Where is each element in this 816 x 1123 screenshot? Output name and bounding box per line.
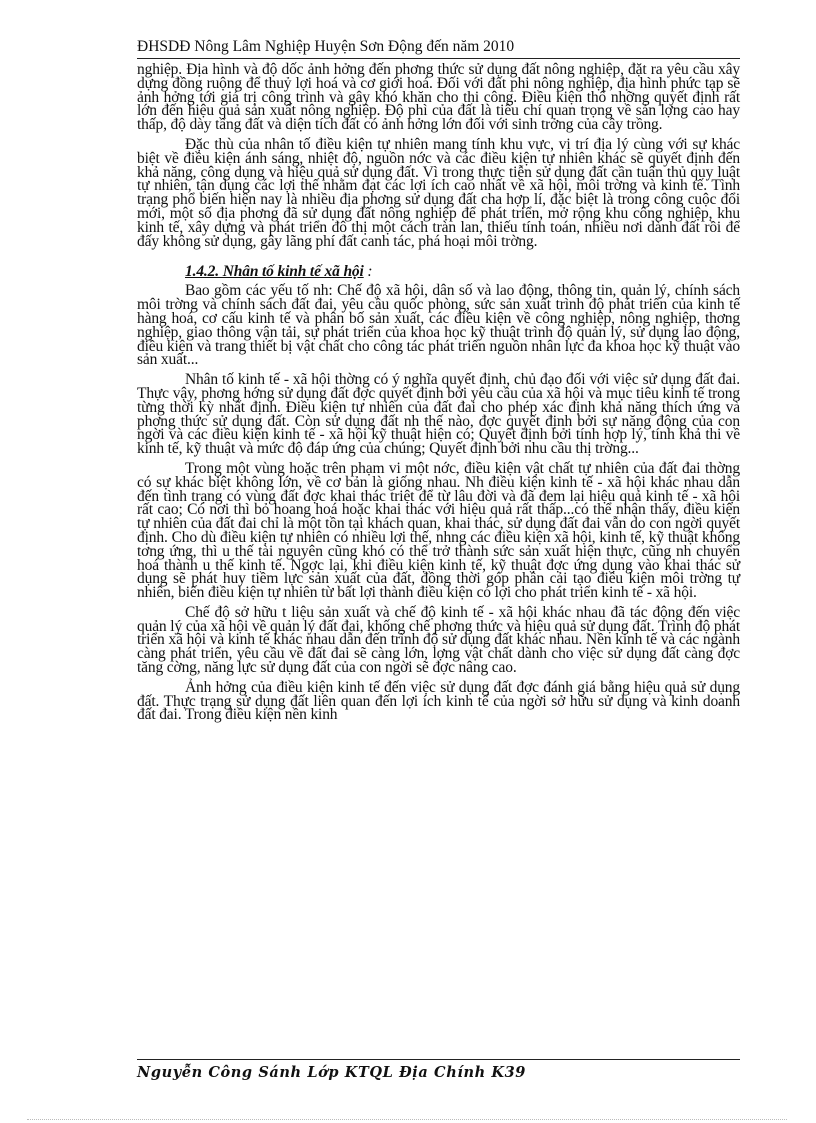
section-heading-suffix: : (363, 263, 373, 281)
running-footer (137, 1064, 526, 1081)
paragraph: Bao gồm các yếu tố nh: Chế độ xã hội, dân số và lao động, thông tin, quản lý, chính sách môi trờng và chính sách đất đai, yêu cầu quốc phòng, sức sản xuất trình độ phát triển của kinh tế hàng hoá, cơ cấu kinh tế và phân bố sản xuất, các điều kiện về công nghiệp, nông nghiệp, thơng nghiệp, giao thông vận tải, sự phát triển của khoa học kỹ thuật trình độ quản lý, sử dụng lao động, điều kiện và trang thiết bị vật chất cho công tác phát triển nguồn nhân lực đa khoa học kỹ thuật vào sản xuất... (137, 282, 740, 369)
running-header (137, 38, 740, 59)
document-body (137, 63, 740, 722)
paragraph-last: Ảnh hởng của điều kiện kinh tế đến việc sử dụng đất đợc đánh giá bằng hiệu quả sử dụng đất. Thực trạng sử dụng đất liên quan đến lợi ích kinh tế của ngời sở hữu sử dụng và kinh doanh đất đai. Trong điều kiện nền kinh (137, 678, 740, 724)
footer-author: Nguyễn Công Sánh Lớp KTQL Địa Chính K39 (137, 1064, 526, 1081)
header-title: ĐHSDĐ Nông Lâm Nghiệp Huyện Sơn Động đến năm 2010 (137, 38, 515, 55)
paragraph: Nhân tố kinh tế - xã hội thờng có ý nghĩa quyết định, chủ đạo đối với việc sử dụng đất đai. Thực vậy, phơng hớng sử dụng đất đợc quyết định bởi yêu cầu của xã hội và mục tiêu kinh tế trong từng thời kỳ nhất định. Điều kiện tự nhiên của đất đai cho phép xác định khả năng thích ứng và phơng thức sử dụng đất. Còn sử dụng đất nh thế nào, đợc quyết định bởi sự năng động của con ngời và các điều kiện kinh tế - xã hội kỹ thuật hiện có; Quyết định bởi tính hợp lý, tính khả thi về kinh tế, kỹ thuật và mức độ đáp ứng của chúng; Quyết định bởi nhu cầu thị trờng... (137, 371, 740, 458)
document-page (137, 38, 740, 728)
paragraph: Chế độ sở hữu t liệu sản xuất và chế độ kinh tế - xã hội khác nhau đã tác động đến việc quản lý của xã hội về quản lý đất đai, khống chế phơng thức và hiệu quả sử dụng đất. Trình độ phát triển xã hội và kinh tế khác nhau dẫn đến trình độ sử dụng đất khác nhau. Nền kinh tế và các ngành càng phát triển, yêu cầu về đất đai sẽ càng lớn, lợng vật chất dành cho việc sử dụng đất càng đợc tăng cờng, năng lực sử dụng đất của con ngời sẽ đợc nâng cao. (137, 603, 740, 677)
section-heading (185, 264, 740, 280)
paragraph-continuation: nghiệp. Địa hình và độ dốc ảnh hởng đến phơng thức sử dụng đất nông nghiệp, đặt ra yêu cầu xây dựng đồng ruộng để thuỷ lợi hoá và cơ giới hoá. Đối với đất phi nông nghiệp, địa hình phức tạp sẽ ảnh hởng tới giá trị công trình và gây khó khăn cho thi công. Điều kiện thổ nhỡng quyết định rất lớn đến hiệu quả sản xuất nông nghiệp. Độ phì của đất là tiêu chí quan trọng về sản lợng cao hay thấp, độ dày tầng đất và diện tích đất có ảnh hởng lớn đối với sinh trởng của cây trồng. (137, 61, 740, 134)
page-edge-divider (27, 1119, 787, 1120)
footer-rule (137, 1059, 740, 1060)
paragraph: Trong một vùng hoặc trên phạm vi một nớc, điều kiện vật chất tự nhiên của đất đai thờng có sự khác biệt không lớn, về cơ bản là giống nhau. Nh điều kiện kinh tế - xã hội khác nhau dẫn đến tình trạng có vùng đất đợc khai thác triệt để từ lâu đời và đã đem lại hiệu quả kinh tế - xã hội rất cao; Có nơi thì bỏ hoang hoá hoặc khai thác với hiệu quả rất thấp...có thể nhận thấy, điều kiện tự nhiên của đất đai chỉ là một tồn tại khách quan, khai thác, sử dụng đất đai vẫn do con ngời quyết định. Cho dù điều kiện tự nhiên có nhiều lợi thế, nhng các điều kiện xã hội, kinh tế, kỹ thuật không tơng ứng, thì u thế tài nguyên cũng khó có thể trở thành sức sản xuất hiện thực, cũng nh chuyển hoá thành u thế kinh tế. Ngợc lại, khi điều kiện kinh tế, kỹ thuật đợc ứng dụng vào khai thác sử dụng sẽ phát huy tiềm lực sản xuất của đất, đồng thời góp phần cải tạo điều kiện môi trờng tự nhiên, biến điều kiện tự nhiên từ bất lợi thành điều kiện có lợi cho phát triển kinh tế - xã hội. (137, 459, 740, 602)
paragraph: Đặc thù của nhân tố điều kiện tự nhiên mang tính khu vực, vị trí địa lý cùng với sự khác biệt về điều kiện ánh sáng, nhiệt độ, nguồn nớc và các điều kiện tự nhiên khác sẽ quyết định đến khả năng, công dụng và hiệu quả sử dụng đất. Vì trong thực tiễn sử dụng đất cần tuân thủ quy luật tự nhiên, tận dụng các lợi thế nhằm đạt các lợi ích cao nhất về xã hội, môi trờng và kinh tế. Tình trạng phổ biến hiện nay là nhiều địa phơng sử dụng đất cha hợp lí, đặc biệt là trong công cuộc đổi mới, một số địa phơng đã sử dụng đất nông nghiệp để phát triển, mở rộng khu công nghiệp, khu kinh tế, xây dựng và phát triển đô thị một cách tràn lan, thiếu tính toán, nhiều nơi dành đất rồi để đấy không sử dụng, gây lãng phí đất canh tác, phá hoại môi trờng. (137, 135, 740, 250)
section-heading-text: 1.4.2. Nhân tố kinh tế xã hội (185, 263, 364, 281)
